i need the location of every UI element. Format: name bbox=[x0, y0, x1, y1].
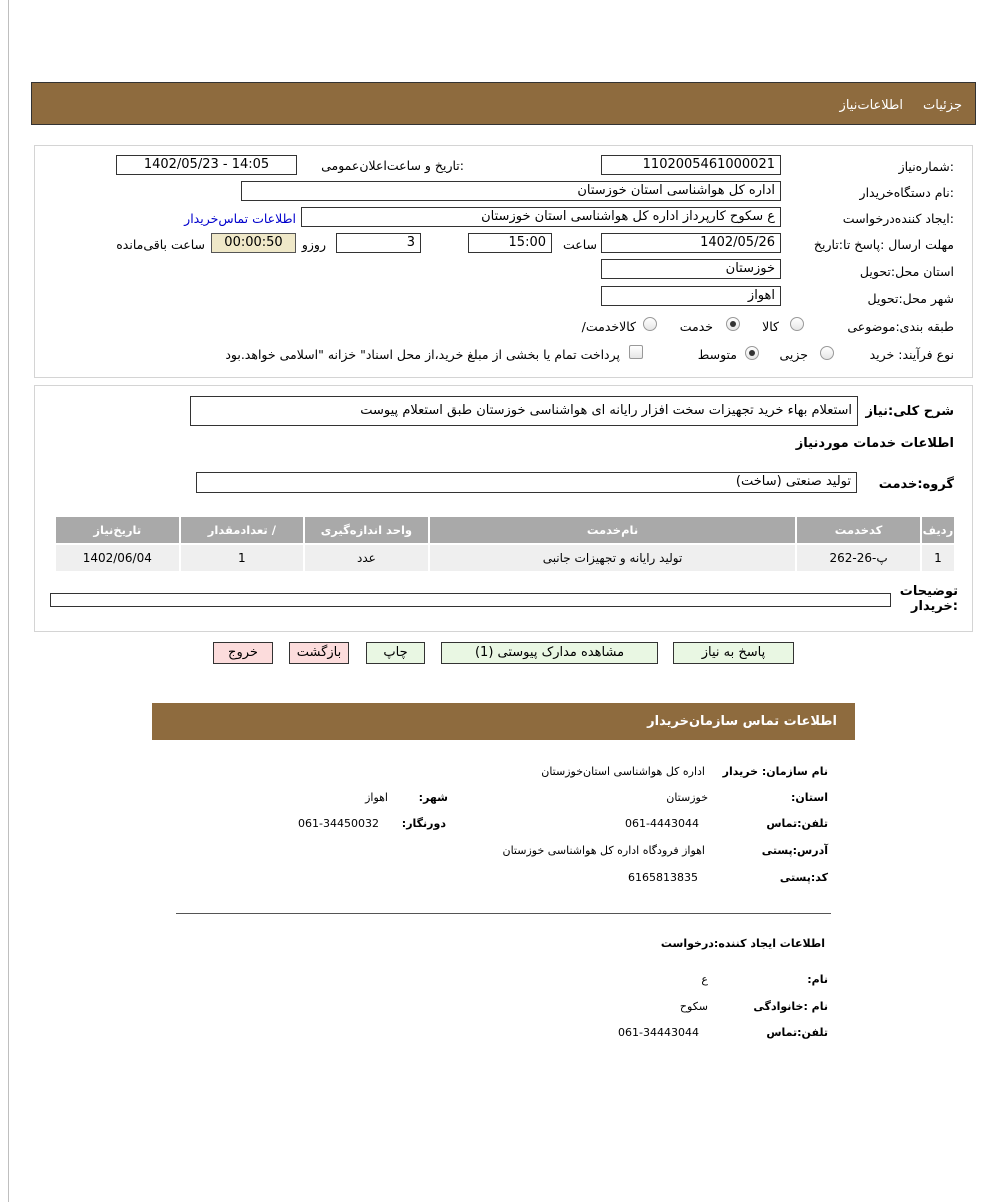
services-title: اطلاعات خدمات موردنیاز bbox=[795, 436, 954, 451]
services-table bbox=[54, 515, 956, 573]
buyer-contact-bar bbox=[152, 703, 855, 740]
treasury-payment-checkbox[interactable] bbox=[629, 345, 643, 359]
service-group-label: گروه:خدمت bbox=[878, 477, 954, 492]
province-field: خوزستان bbox=[601, 259, 781, 279]
remaining-time-field: 00:00:50 bbox=[211, 233, 296, 253]
col-service-name: نام‌خدمت bbox=[430, 517, 796, 543]
contact-phone-label: تلفن:تماس bbox=[766, 817, 828, 830]
process-type-label: نوع فرآیند: خرید bbox=[869, 347, 954, 362]
creator-family-value: سکوح bbox=[679, 1000, 708, 1013]
col-unit: واحد اندازه‌گیری bbox=[305, 517, 428, 543]
buyer-contact-title: اطلاعات تماس سازمان‌خریدار bbox=[647, 714, 837, 729]
need-number-field: 1102005461000021 bbox=[601, 155, 781, 175]
announce-date-field: 1402/05/23 - 14:05 bbox=[116, 155, 297, 175]
category-radio-goods[interactable] bbox=[790, 317, 804, 331]
creator-name-label: :نام bbox=[807, 973, 828, 986]
creator-name-value: ع bbox=[701, 973, 708, 986]
contact-org-value: اداره کل هواشناسی استان‌خوزستان bbox=[541, 765, 705, 778]
cell-quantity: 1 bbox=[181, 545, 304, 571]
buyer-contact-link[interactable]: اطلاعات تماس‌خریدار bbox=[184, 211, 296, 226]
services-table-header bbox=[56, 517, 954, 543]
print-button[interactable]: چاپ bbox=[366, 642, 425, 664]
contact-fax-value: 061-34450032 bbox=[298, 817, 379, 830]
contact-phone-value: 061-4443044 bbox=[625, 817, 699, 830]
creator-phone-label: تلفن:تماس bbox=[766, 1026, 828, 1039]
category-label: طبقه بندی:موضوعی bbox=[847, 319, 954, 334]
creator-family-label: نام :خانوادگی bbox=[753, 1000, 828, 1013]
back-button[interactable]: بازگشت bbox=[289, 642, 349, 664]
deadline-date-field: 1402/05/26 bbox=[601, 233, 781, 253]
days-label: روزو bbox=[301, 237, 326, 252]
buyer-notes-label: توضیحات :خریدار bbox=[899, 584, 958, 614]
category-option-goods-service: /کالاخدمت bbox=[581, 319, 636, 334]
cell-service-code: پ-26-262 bbox=[797, 545, 920, 571]
contact-divider bbox=[176, 913, 831, 914]
province-label: استان محل:تحویل bbox=[859, 264, 954, 279]
reply-button[interactable]: پاسخ به نیاز bbox=[673, 642, 794, 664]
contact-city-value: اهواز bbox=[365, 791, 388, 804]
cell-need-date: 1402/06/04 bbox=[56, 545, 179, 571]
contact-city-label: :شهر bbox=[418, 791, 448, 804]
table-row bbox=[56, 545, 954, 571]
treasury-payment-note: پرداخت تمام یا بخشی از مبلغ خرید،از محل اسناد" خزانه "اسلامی خواهد.بود bbox=[225, 347, 620, 362]
process-radio-minor[interactable] bbox=[820, 346, 834, 360]
page-header-bar bbox=[31, 82, 976, 125]
col-service-code: کدخدمت bbox=[797, 517, 920, 543]
contact-postal-value: 6165813835 bbox=[628, 871, 698, 884]
contact-address-label: آدرس:پستی bbox=[761, 844, 828, 857]
category-option-goods: کالا bbox=[762, 319, 779, 334]
breadcrumb-need-info[interactable]: اطلاعات‌نیاز bbox=[839, 98, 903, 113]
remaining-time-label: ساعت باقی‌مانده bbox=[116, 237, 205, 252]
category-option-service: خدمت bbox=[679, 319, 713, 334]
buyer-org-label: نام دستگاه‌خریدار: bbox=[859, 185, 954, 200]
contact-province-label: :استان bbox=[790, 791, 828, 804]
city-field: اهواز bbox=[601, 286, 781, 306]
deadline-time-label: ساعت bbox=[562, 237, 597, 252]
need-number-label: شماره‌نیاز: bbox=[898, 159, 954, 174]
summary-label: شرح کلی:نیاز bbox=[865, 404, 954, 419]
need-info-panel bbox=[34, 145, 973, 378]
category-radio-goods-service[interactable] bbox=[643, 317, 657, 331]
contact-postal-label: کد:پستی bbox=[779, 871, 828, 884]
process-option-medium: متوسط bbox=[697, 347, 737, 362]
creator-info-title: اطلاعات ایجاد کننده:درخواست bbox=[660, 937, 825, 950]
breadcrumb-details[interactable]: جزئیات bbox=[923, 98, 962, 113]
cell-unit: عدد bbox=[305, 545, 428, 571]
announce-date-label: تاریخ و ساعت‌اعلان‌عمومی: bbox=[321, 158, 464, 173]
contact-province-value: خوزستان bbox=[666, 791, 708, 804]
cell-service-name: تولید رایانه و تجهیزات جانبی bbox=[430, 545, 796, 571]
cell-row: 1 bbox=[922, 545, 954, 571]
deadline-label: مهلت ارسال :پاسخ تا:تاریخ bbox=[813, 237, 954, 252]
creator-field: ع سکوح کارپرداز اداره کل هواشناسی استان خوزستان bbox=[301, 207, 781, 227]
category-radio-service[interactable] bbox=[726, 317, 740, 331]
process-option-minor: جزیی bbox=[779, 347, 808, 362]
city-label: شهر محل:تحویل bbox=[867, 291, 954, 306]
exit-button[interactable]: خروج bbox=[213, 642, 273, 664]
col-quantity: / تعدادمقدار bbox=[181, 517, 304, 543]
days-field: 3 bbox=[336, 233, 421, 253]
contact-fax-label: :دورنگار bbox=[401, 817, 446, 830]
contact-org-label: نام سازمان: خریدار bbox=[722, 765, 828, 778]
summary-field: استعلام بهاء خرید تجهیزات سخت افزار رایانه ای هواشناسی خوزستان طبق استعلام پیوست bbox=[190, 396, 858, 426]
services-table-wrap bbox=[54, 515, 956, 573]
deadline-time-field: 15:00 bbox=[468, 233, 552, 253]
service-group-field: تولید صنعتی (ساخت) bbox=[196, 472, 857, 493]
buyer-org-field: اداره کل هواشناسی استان خوزستان bbox=[241, 181, 781, 201]
view-attachments-button[interactable]: مشاهده مدارک پیوستی (1) bbox=[441, 642, 658, 664]
contact-address-value: اهواز فرودگاه اداره کل هواشناسی خوزستان bbox=[502, 844, 705, 857]
buyer-notes-field bbox=[50, 593, 891, 607]
creator-label: ایجاد کننده‌درخواست: bbox=[842, 211, 954, 226]
page-left-rule bbox=[8, 0, 9, 1202]
creator-phone-value: 061-34443044 bbox=[618, 1026, 699, 1039]
col-need-date: تاریخ‌نیاز bbox=[56, 517, 179, 543]
process-radio-medium[interactable] bbox=[745, 346, 759, 360]
col-row: ردیف bbox=[922, 517, 954, 543]
